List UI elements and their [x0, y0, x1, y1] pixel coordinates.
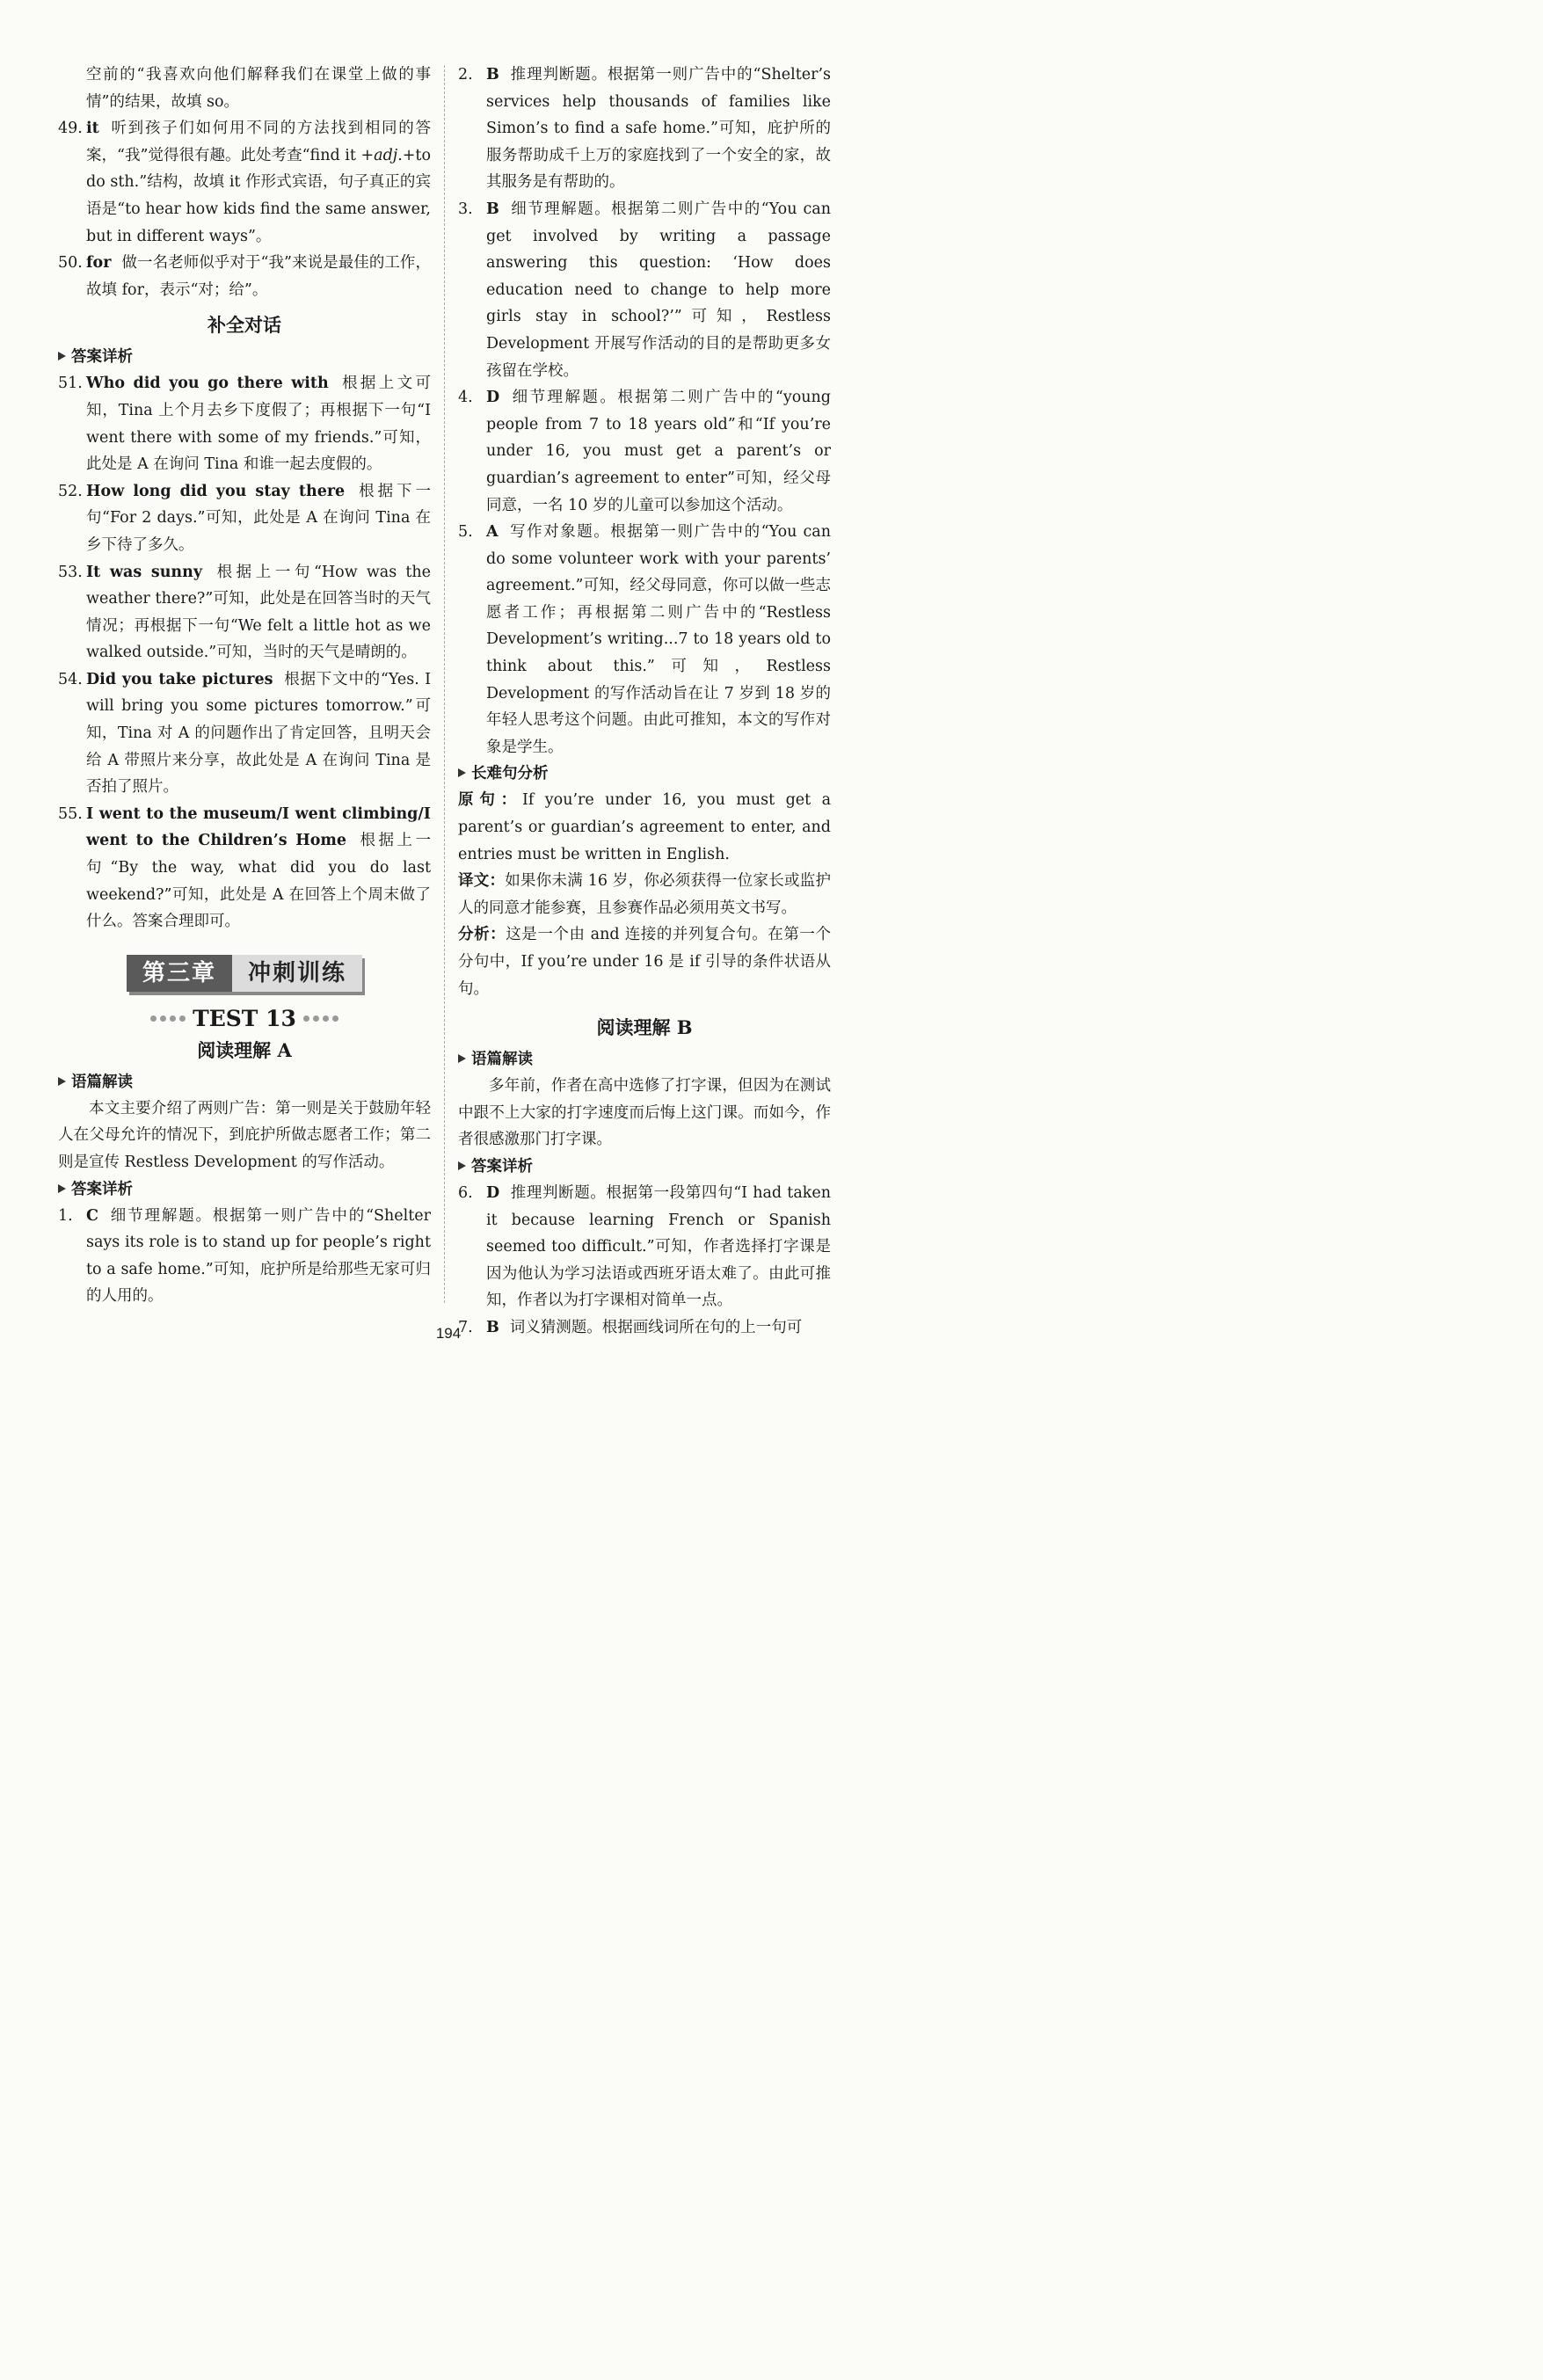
answer-item-55: [58, 801, 431, 935]
item-explanation: 做一名老师似乎对于“我”来说是最佳的工作，故填 for，表示“对；给”。: [86, 254, 431, 299]
triangle-icon: [58, 352, 66, 360]
chapter-banner: [58, 948, 431, 999]
item-answer: C: [86, 1206, 98, 1225]
answer-item-3: [458, 196, 831, 384]
item-number: 54.: [58, 670, 83, 688]
column-divider: [444, 65, 445, 1303]
item-answer: A: [486, 523, 499, 542]
original-sentence: 原句：If you’re under 16, you must get a parent’s or guardian’s agreement to enter, and entries must be written in English.: [458, 791, 832, 863]
item-explanation: 写作对象题。根据第一则广告中的“You can do some volunteer work with your parents’ agreement.”可知，经父母同意，你可以做一些志愿者工作；再根据第二则广告中的“Restless Development’s writing...7 to 18 years old to think about this.”可知，Restless Development 的写作活动旨在让 7 岁到 18 岁的年轻人思考这个问题。由此可推知，本文的写作对象是学生。: [486, 523, 831, 756]
continuation-text: 空前的“我喜欢向他们解释我们在课堂上做的事情”的结果，故填 so。: [86, 66, 431, 111]
item-number: 7.: [458, 1318, 473, 1336]
item-answer: B: [486, 66, 499, 84]
triangle-icon: [58, 1077, 66, 1086]
answer-item-51: [58, 370, 431, 477]
subsection-answer-detail: 答案详析: [58, 344, 431, 370]
section-title-reading-a: 阅读理解 A: [197, 1038, 292, 1061]
item-explanation: 听到孩子们如何用不同的方法找到相同的答案，“我”觉得很有趣。此处考查“find it +: [86, 120, 431, 164]
page-number: 194: [435, 1325, 462, 1342]
answer-item-54: [58, 666, 431, 801]
item-explanation: 根据上文可知，Tina 上个月去乡下度假了；再根据下一句“I went there with some of my friends.”可知，此处是 A 在询问 Tina 和谁一起去度假的。: [86, 375, 432, 474]
answer-item-1: [58, 1203, 431, 1310]
item-explanation: 细节理解题。根据第二则广告中的“young people from 7 to 18 years old”和“If you’re under 16, you must get a parent’s or guardian’s agreement to enter”可知，经父母同意，一名 10 岁的儿童可以参加这个活动。: [486, 389, 831, 514]
subsection-answer-detail: 答案详析: [458, 1154, 831, 1180]
item-explanation: 推理判断题。根据第一则广告中的“Shelter’s services help thousands of families like Simon’s to find a safe home.”可知，庇护所的服务帮助成千上万的家庭找到了一个安全的家，故其服务是有帮助的。: [486, 66, 831, 192]
subsection-answer-detail: 答案详析: [58, 1176, 431, 1203]
item-answer: it: [86, 120, 99, 138]
triangle-icon: [458, 768, 466, 777]
item-explanation: 根据下一句“For 2 days.”可知，此处是 A 在询问 Tina 在乡下待了多久。: [86, 482, 432, 554]
answer-item-2: [458, 62, 831, 196]
item-answer: Did you take pictures: [86, 670, 273, 688]
item-answer: B: [486, 200, 499, 218]
triangle-icon: [458, 1161, 466, 1170]
passage-summary-b: 多年前，作者在高中选修了打字课，但因为在测试中跟不上大家的打字速度而后悔上这门课。而如今，作者很感激那门打字课。: [458, 1077, 831, 1149]
right-column: [458, 62, 831, 1342]
answer-item-50: [58, 250, 431, 303]
subsection-passage: 语篇解读: [58, 1069, 431, 1095]
item-explanation: 细节理解题。根据第一则广告中的“Shelter says its role is to stand up for people’s right to a safe home.”可知，庇护所是给那些无家可归的人用的。: [86, 1206, 431, 1306]
section-title-dialog: 补全对话: [207, 314, 281, 337]
item-number: 1.: [58, 1206, 73, 1225]
item-explanation: 根据上一句“By the way, what did you do last weekend?”可知，此处是 A 在回答上个周末做了什么。答案合理即可。: [86, 832, 432, 931]
item-number: 53.: [58, 563, 83, 581]
item-number: 4.: [458, 389, 473, 407]
answer-item-4: [458, 384, 831, 519]
section-title-reading-b: 阅读理解 B: [596, 1016, 693, 1039]
item-explanation: 词义猜测题。根据画线词所在句的上一句可: [509, 1318, 803, 1336]
item-explanation: 根据下文中的“Yes. I will bring you some pictures tomorrow.”可知，Tina 对 A 的问题作出了肯定回答，且明天会给 A 带照片来分享，故此处是 A 在询问 Tina 是否拍了照片。: [86, 670, 432, 797]
analysis: 分析：这是一个由 and 连接的并列复合句。在第一个分句中，If you’re under 16 是 if 引导的条件状语从句。: [458, 926, 832, 998]
item-number: 3.: [458, 200, 473, 218]
item-number: 55.: [58, 804, 83, 823]
item-answer: D: [486, 389, 500, 407]
item-explanation: 根据上一句“How was the weather there?”可知，此处是在回答当时的天气情况；再根据下一句“We felt a little hot as we walked outside.”可知，当时的天气是晴朗的。: [86, 563, 431, 662]
answer-item-49: [58, 115, 431, 250]
item-explanation: 推理判断题。根据第一段第四句“I had taken it because learning French or Spanish seemed too difficult.”可知，作者选择打字课是因为他认为学习法语或西班牙语太难了。由此可推知，作者以为打字课相对简单一点。: [486, 1183, 831, 1310]
item-answer: How long did you stay there: [86, 482, 346, 500]
item-answer: Who did you go there with: [86, 375, 329, 393]
triangle-icon: [458, 1054, 466, 1063]
item-answer: for: [86, 254, 112, 273]
item-explanation: +to do sth.”结构，故填 it 作形式宾语，句子真正的宾语是“to hear how kids find the same answer, but in different ways”。: [86, 146, 431, 245]
answer-item-5: [458, 519, 831, 761]
item-number: 52.: [58, 482, 83, 500]
subsection-long-sentence: 长难句分析: [458, 761, 831, 787]
item-number: 49.: [58, 120, 83, 138]
item-explanation-italic: adj.: [374, 146, 403, 164]
left-column: [58, 62, 431, 1310]
item-answer: I went to the museum/I went climbing/I went to the Children’s Home: [86, 804, 431, 850]
item-explanation: 细节理解题。根据第二则广告中的“You can get involved by writing a passage answering this question: ‘How does education need to change to help more girls stay in school?’”可知，Restless Development 开展写作活动的目的是帮助更多女孩留在学校。: [486, 200, 831, 380]
item-answer: D: [486, 1183, 500, 1202]
answer-item-52: [58, 478, 431, 559]
decor-dots-left: [150, 1015, 186, 1022]
item-number: 2.: [458, 66, 473, 84]
passage-summary-a: 本文主要介绍了两则广告：第一则是关于鼓励年轻人在父母允许的情况下，到庇护所做志愿者工作；第二则是宣传 Restless Development 的写作活动。: [58, 1099, 431, 1171]
chapter-label: 第三章: [127, 955, 232, 993]
item-number: 6.: [458, 1183, 473, 1202]
item-number: 5.: [458, 523, 473, 542]
subsection-passage: 语篇解读: [458, 1046, 831, 1073]
test-title: TEST 13: [58, 1004, 431, 1034]
item-number: 50.: [58, 254, 83, 273]
answer-item-6: [458, 1180, 831, 1314]
translation: 译文：如果你未满 16 岁，你必须获得一位家长或监护人的同意才能参赛，且参赛作品必须用英文书写。: [458, 872, 831, 917]
answer-item-53: [58, 559, 431, 666]
item-number: 51.: [58, 375, 83, 393]
triangle-icon: [58, 1184, 66, 1193]
item-answer: B: [486, 1318, 499, 1336]
decor-dots-right: [303, 1015, 338, 1022]
chapter-title: 冲刺训练: [232, 955, 362, 993]
item-answer: It was sunny: [86, 563, 203, 581]
